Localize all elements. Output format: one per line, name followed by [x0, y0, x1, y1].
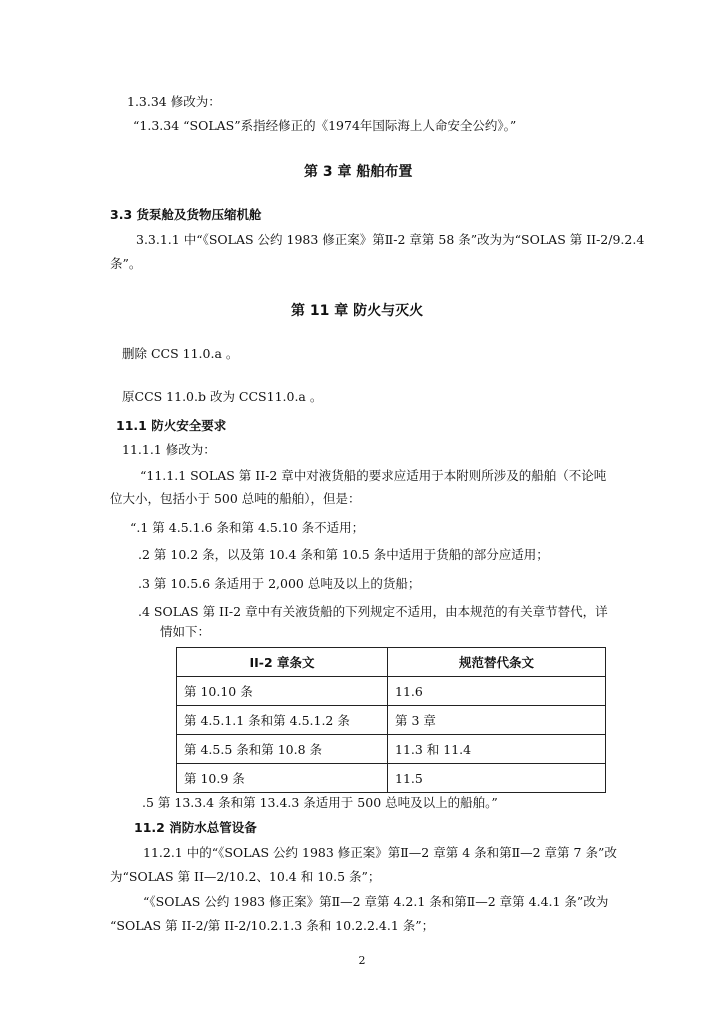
line-solas-4-2-1: “《SOLAS 公约 1983 修正案》第Ⅱ—2 章第 4.2.1 条和第Ⅱ—2 章第 4.4.1 条”改为: [143, 894, 609, 909]
item-2: .2 第 10.2 条，以及第 10.4 条和第 10.5 条中适用于货船的部分应适用；: [138, 547, 549, 562]
line-11-1-1-cont: 位大小，包括小于 500 总吨的船舶），但是：: [110, 491, 361, 506]
line-11-2-1-cont: 为“SOLAS 第 II—2/10.2、10.4 和 10.5 条”；: [110, 869, 381, 884]
chapter-3-title: 第 3 章 船舶布置: [304, 164, 413, 180]
table-row: [177, 677, 606, 706]
line-1-3-34-text: “1.3.34 “SOLAS”系指经修正的《1974年国际海上人命安全公约》。”: [133, 118, 517, 133]
table-header-row: [177, 648, 606, 677]
table-row: [177, 706, 606, 735]
table-row: [177, 735, 606, 764]
line-3-3-1-1: 3.3.1.1 中“《SOLAS 公约 1983 修正案》第Ⅱ-2 章第 58 条”改为为“SOLAS 第 II-2/9.2.4: [136, 232, 645, 247]
item-1: “.1 第 4.5.1.6 条和第 4.5.10 条不适用；: [130, 520, 365, 535]
section-11-2-heading: 11.2 消防水总管设备: [134, 820, 257, 835]
line-delete-ccs: 删除 CCS 11.0.a 。: [122, 346, 239, 361]
table-cell: 第 10.10 条: [177, 677, 388, 706]
table-cell: 第 4.5.1.1 条和第 4.5.1.2 条: [177, 706, 388, 735]
page-number: 2: [358, 954, 366, 967]
item-4: .4 SOLAS 第 II-2 章中有关液货船的下列规定不适用，由本规范的有关章节替代，详: [138, 604, 608, 619]
table-row: [177, 764, 606, 793]
item-5: .5 第 13.3.4 条和第 13.4.3 条适用于 500 总吨及以上的船舶。”: [142, 795, 498, 810]
table-header: II-2 章条文: [177, 648, 388, 677]
table-cell: 11.5: [388, 764, 606, 793]
table-header: 规范替代条文: [388, 648, 606, 677]
table-cell: 11.6: [388, 677, 606, 706]
line-solas-4-2-1-cont: “SOLAS 第 II-2/第 II-2/10.2.1.3 条和 10.2.2.4.1 条”；: [110, 918, 435, 933]
item-4-cont: 情如下：: [160, 624, 211, 639]
table-cell: 第 3 章: [388, 706, 606, 735]
chapter-11-title: 第 11 章 防火与灭火: [291, 303, 424, 319]
line-11-2-1: 11.2.1 中的“《SOLAS 公约 1983 修正案》第Ⅱ—2 章第 4 条和第Ⅱ—2 章第 7 条”改: [143, 845, 617, 860]
table-cell: 11.3 和 11.4: [388, 735, 606, 764]
section-3-3-heading: 3.3 货泵舱及货物压缩机舱: [110, 207, 262, 222]
line-11-1-1: 11.1.1 修改为：: [122, 442, 216, 457]
item-3: .3 第 10.5.6 条适用于 2,000 总吨及以上的货船；: [138, 576, 421, 591]
replacement-table: [176, 647, 606, 793]
line-11-1-1-text: “11.1.1 SOLAS 第 II-2 章中对液货船的要求应适用于本附则所涉及的船舶（不论吨: [140, 468, 607, 483]
line-ccs-rename: 原CCS 11.0.b 改为 CCS11.0.a 。: [122, 389, 323, 404]
table-cell: 第 4.5.5 条和第 10.8 条: [177, 735, 388, 764]
section-11-1-heading: 11.1 防火安全要求: [116, 418, 227, 433]
table-cell: 第 10.9 条: [177, 764, 388, 793]
line-3-3-1-1-cont: 条”。: [110, 256, 142, 271]
line-1-3-34: 1.3.34 修改为：: [127, 94, 221, 109]
